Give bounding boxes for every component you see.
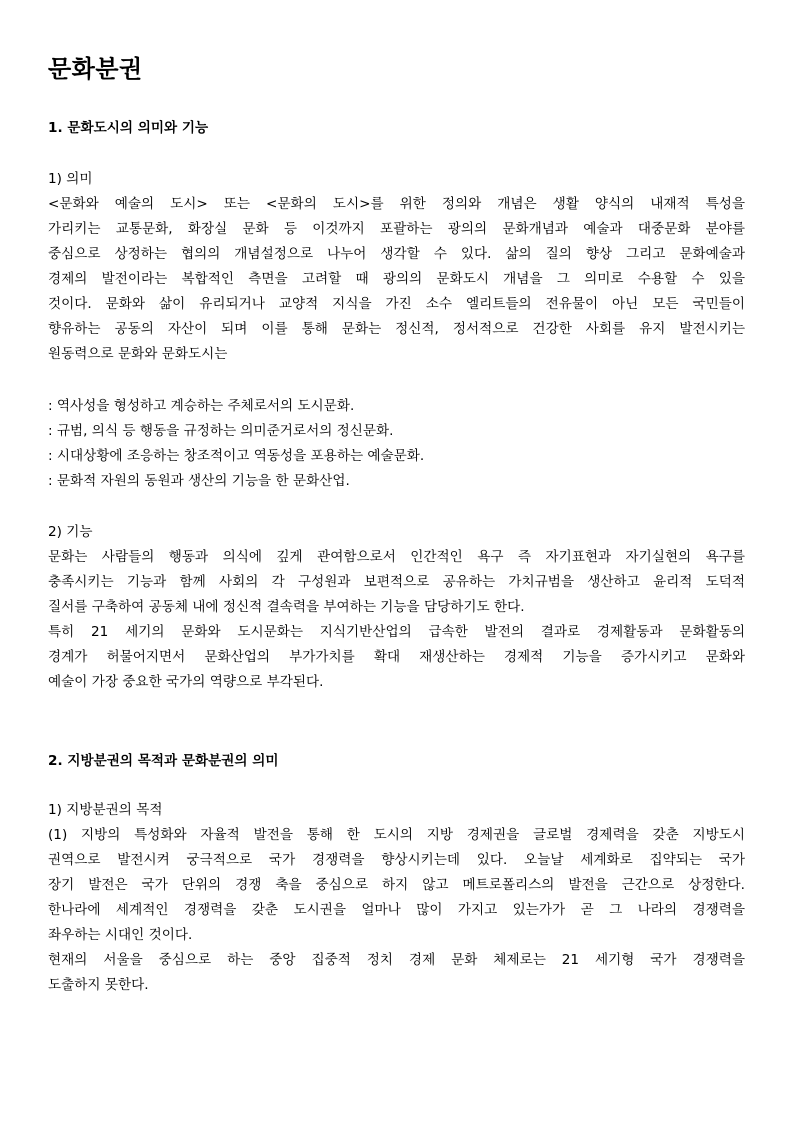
subsection-label: 1) 지방분권의 목적	[48, 802, 163, 818]
paragraph-line: 도출하지 못한다.	[48, 977, 149, 993]
paragraph-line: 권역으로 발전시켜 궁극적으로 국가 경쟁력을 향상시키는데 있다. 오늘날 세계화로 집약되는 국가	[48, 852, 745, 868]
paragraph-line: 문화는 사람들의 행동과 의식에 깊게 관여함으로서 인간적인 욕구 즉 자기표현과 자기실현의 욕구를	[48, 549, 745, 565]
section-2-purpose	[48, 798, 745, 998]
paragraph-line: (1) 지방의 특성화와 자율적 발전을 통해 한 도시의 지방 경제권을 글로벌 경제력을 갖춘 지방도시	[48, 827, 745, 843]
paragraph-line: 현재의 서울을 중심으로 하는 중앙 집중적 정치 경제 문화 체제로는 21 세기형 국가 경쟁력을	[48, 952, 745, 968]
paragraph-line: 장기 발전은 국가 단위의 경쟁 축을 중심으로 하지 않고 메트로폴리스의 발전을 근간으로 상정한다.	[48, 877, 745, 893]
section-1-heading: 1. 문화도시의 의미와 기능	[48, 120, 209, 136]
paragraph-line: 원동력으로 문화와 문화도시는	[48, 346, 228, 362]
section-2-heading: 2. 지방분권의 목적과 문화분권의 의미	[48, 753, 279, 769]
paragraph-line: 경제의 발전이라는 복합적인 측면을 고려할 때 광의의 문화도시 개념을 그 의미로 수용할 수 있을	[48, 271, 745, 287]
list-item: : 시대상황에 조응하는 창조적이고 역동성을 포용하는 예술문화.	[48, 448, 425, 464]
paragraph-line: 충족시키는 기능과 함께 사회의 각 구성원과 보편적으로 공유하는 가치규범을 생산하고 윤리적 도덕적	[48, 574, 745, 590]
subsection-label: 2) 기능	[48, 524, 93, 540]
paragraph-line: 향유하는 공동의 자산이 되며 이를 통해 문화는 정신적, 정서적으로 건강한 사회를 유지 발전시키는	[48, 321, 745, 337]
paragraph-line: 것이다. 문화와 삶이 유리되거나 교양적 지식을 가진 소수 엘리트들의 전유물이 아닌 모든 국민들이	[48, 296, 745, 312]
section-1-function	[48, 520, 745, 695]
paragraph-line: 가리키는 교통문화, 화장실 문화 등 이것까지 포괄하는 광의의 문화개념과 예술과 대중문화 분야를	[48, 221, 745, 237]
section-1-meaning	[48, 167, 745, 367]
paragraph-line: 한나라에 세계적인 경쟁력을 갖춘 도시권을 얼마나 많이 가지고 있는가가 곧 그 나라의 경쟁력을	[48, 902, 745, 918]
paragraph-line: 중심으로 상정하는 협의의 개념설정으로 나누어 생각할 수 있다. 삶의 질의 향상 그리고 문화예술과	[48, 246, 745, 262]
paragraph-line: 좌우하는 시대인 것이다.	[48, 927, 193, 943]
document-title: 문화분권	[48, 55, 143, 83]
paragraph-line: 경계가 허물어지면서 문화산업의 부가가치를 확대 재생산하는 경제적 기능을 증가시키고 문화와	[48, 649, 745, 665]
list-item: : 문화적 자원의 동원과 생산의 기능을 한 문화산업.	[48, 473, 350, 489]
paragraph-line: 예술이 가장 중요한 국가의 역량으로 부각된다.	[48, 674, 324, 690]
paragraph-line: <문화와 예술의 도시> 또는 <문화의 도시>를 위한 정의와 개념은 생활 양식의 내재적 특성을	[48, 196, 745, 212]
paragraph-line: 질서를 구축하여 공동체 내에 정신적 결속력을 부여하는 기능을 담당하기도 한다.	[48, 599, 525, 615]
bullet-list	[48, 394, 745, 494]
subsection-label: 1) 의미	[48, 171, 93, 187]
list-item: : 역사성을 형성하고 계승하는 주체로서의 도시문화.	[48, 398, 355, 414]
list-item: : 규범, 의식 등 행동을 규정하는 의미준거로서의 정신문화.	[48, 423, 394, 439]
paragraph-line: 특히 21 세기의 문화와 도시문화는 지식기반산업의 급속한 발전의 결과로 경제활동과 문화활동의	[48, 624, 745, 640]
